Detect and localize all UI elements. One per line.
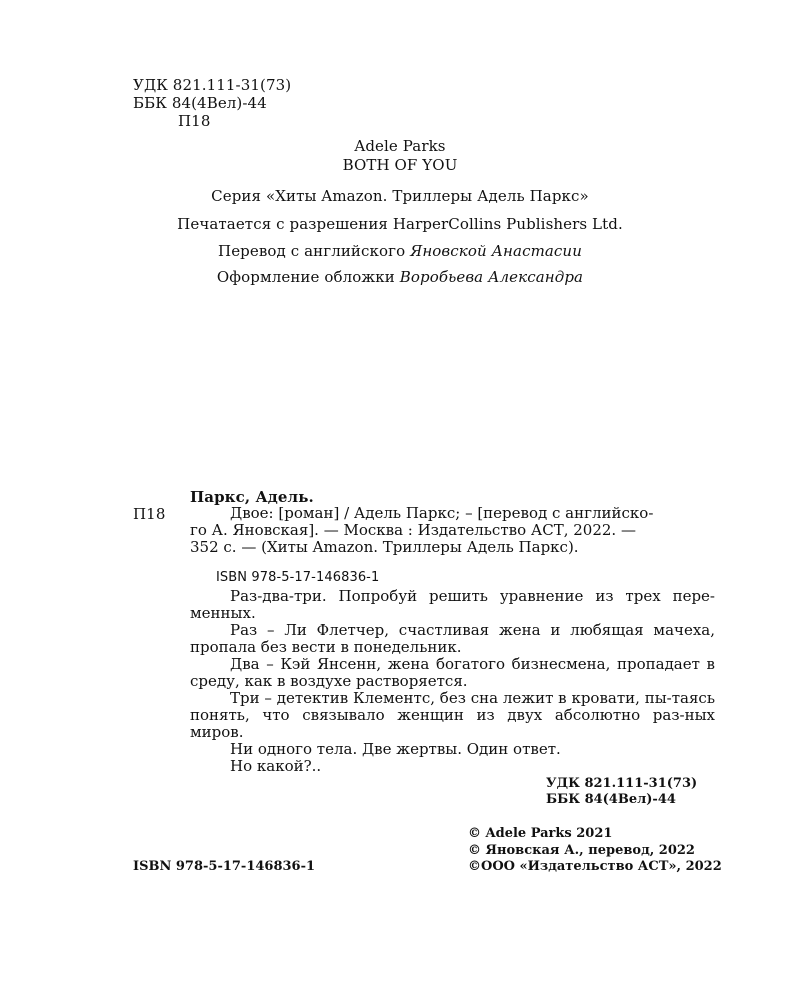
annotation-paragraph-4: Три – детектив Клементс, без сна лежит в кровати, пы-таясь понять, что связывало женщин из двух абсолютно раз-ных миров. — [190, 689, 715, 741]
catalog-line-2: го А. Яновская]. — Москва : Издательство АСТ, 2022. — — [190, 521, 636, 539]
series-line: Серия «Хиты Amazon. Триллеры Адель Паркс» — [211, 187, 589, 205]
copyright-publisher: ©ООО «Издательство АСТ», 2022 — [468, 859, 722, 874]
translation-prefix: Перевод с английского — [218, 242, 406, 260]
catalog-isbn: ISBN 978-5-17-146836-1 — [216, 570, 380, 585]
annotation-paragraph-3: Два – Кэй Янсенн, жена богатого бизнесмена, пропадает в среду, как в воздухе растворяется. — [190, 655, 715, 690]
footer-bbk: ББК 84(4Вел)-44 — [546, 792, 676, 807]
annotation-paragraph-5: Ни одного тела. Две жертвы. Один ответ. — [230, 740, 561, 758]
annotation-paragraph-6: Но какой?.. — [230, 757, 322, 775]
translation-line — [0, 242, 800, 260]
original-author: Adele Parks — [354, 137, 446, 155]
original-title: BOTH OF YOU — [342, 156, 458, 174]
cover-prefix: Оформление обложки — [216, 268, 395, 286]
annotation-paragraph-2: Раз – Ли Флетчер, счастливая жена и любящая мачеха, пропала без вести в понедельник. — [190, 621, 715, 656]
author-mark: П18 — [178, 112, 211, 130]
cover-line — [0, 268, 800, 286]
udk-code: УДК 821.111-31(73) — [133, 76, 292, 94]
catalog-line-3: 352 с. — (Хиты Amazon. Триллеры Адель Паркс). — [190, 538, 579, 556]
permission-line: Печатается с разрешения HarperCollins Publishers Ltd. — [177, 215, 623, 233]
translator-name: Яновской Анастасии — [410, 242, 582, 260]
copyright-author: © Adele Parks 2021 — [468, 826, 613, 841]
footer-udk: УДК 821.111-31(73) — [546, 776, 698, 791]
copyright-translation: © Яновская А., перевод, 2022 — [468, 843, 695, 858]
annotation-paragraph-1: Раз-два-три. Попробуй решить уравнение из трех пере-менных. — [190, 587, 715, 622]
catalog-description — [190, 505, 715, 556]
footer-isbn: ISBN 978-5-17-146836-1 — [133, 859, 316, 874]
catalog-heading: Паркс, Адель. — [190, 488, 314, 506]
bbk-code: ББК 84(4Вел)-44 — [133, 94, 267, 112]
catalog-mark: П18 — [133, 505, 166, 523]
cover-artist: Воробьева Александра — [399, 268, 584, 286]
catalog-line-1: Двое: [роман] / Адель Паркс; – [перевод с английско- — [230, 504, 654, 522]
annotation — [190, 588, 715, 775]
